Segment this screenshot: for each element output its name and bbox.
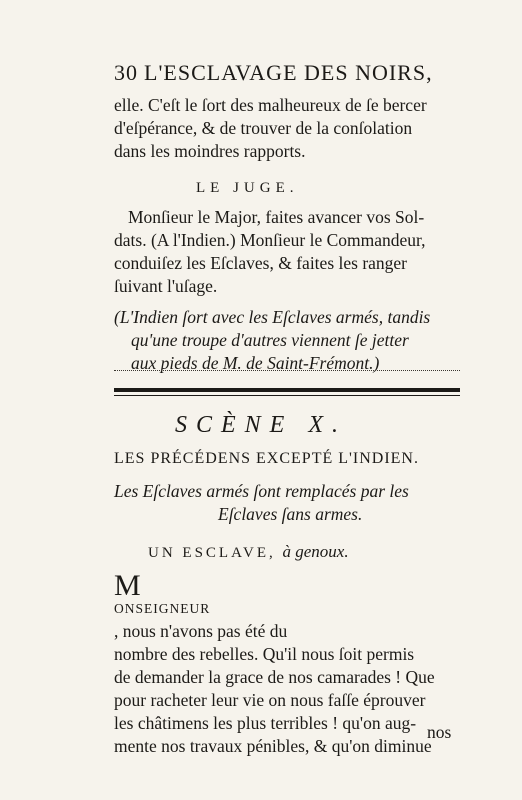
text-line: pour racheter leur vie on nous faſſe éprouver [114,690,426,710]
speaker-name: UN ESCLAVE, [148,545,276,561]
text-line: Monſieur le Major, faites avancer vos Sol- [128,207,425,227]
text-line: Les Eſclaves armés ſont remplacés par les [114,481,409,501]
paragraph-esclave-speech [114,569,435,758]
text-line: (L'Indien ſort avec les Eſclaves armés, tandis [114,307,431,327]
dotted-divider [114,370,460,371]
text-line: dans les moindres rapports. [114,141,306,161]
text-line: Eſclaves ſans armes. [218,504,363,524]
speaker-heading-esclave [148,542,349,562]
page-number: 30 [114,60,138,85]
text-line: mente nos travaux pénibles, & qu'on diminue [114,736,432,756]
opening-word: ONSEIGNEUR [114,601,211,616]
paragraph-continuation [114,94,427,163]
thick-divider [114,388,460,392]
text-line: dats. (A l'Indien.) Monſieur le Commandeur, [114,230,426,250]
thin-divider [114,395,460,396]
cast-line: LES PRÉCÉDENS EXCEPTÉ L'INDIEN. [114,450,419,467]
text-line: nombre des rebelles. Qu'il nous ſoit permis [114,644,415,664]
text-line: aux pieds de M. de Saint-Frémont.) [131,353,380,373]
paragraph-juge-speech [114,206,426,298]
text-line: d'eſpérance, & de trouver de la conſolation [114,118,413,138]
text-line: de demander la grace de nos camarades ! Que [114,667,435,687]
scene-heading: SCÈNE X. [175,412,347,438]
text-fragment: , nous n'avons pas été du [114,621,288,641]
stage-direction [114,480,409,526]
running-header [114,60,433,86]
running-title: L'ESCLAVAGE DES NOIRS, [144,60,433,85]
speaker-heading-juge: LE JUGE. [196,180,299,196]
drop-cap: M [114,569,141,602]
text-line: ſuivant l'uſage. [114,276,218,296]
text-line [114,569,435,643]
catchword: nos [427,722,452,742]
text-line: elle. C'eſt le ſort des malheureux de ſe bercer [114,95,427,115]
speaker-manner: à genoux. [282,542,349,561]
text-line: qu'une troupe d'autres viennent ſe jetter [131,330,409,350]
text-line: conduiſez les Eſclaves, & faites les ranger [114,253,408,273]
text-line: les châtimens les plus terribles ! qu'on aug- [114,713,417,733]
stage-direction [114,306,430,375]
